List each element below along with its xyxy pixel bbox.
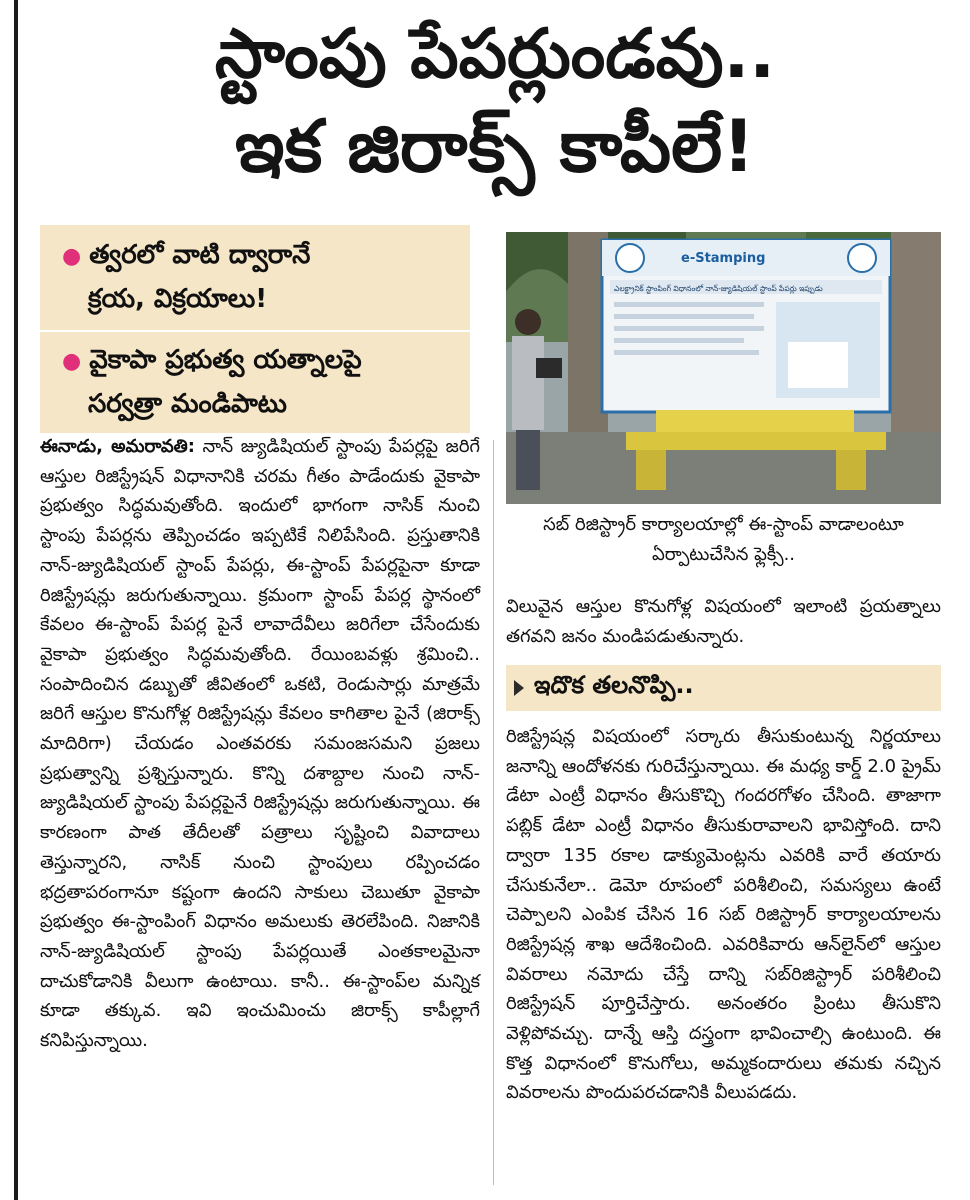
photo-caption: సబ్ రిజిస్ట్రార్ కార్యాలయాల్లో ఈ-స్టాంప్ వాడాలంటూ ఏర్పాటుచేసిన ఫ్లెక్సీ.. — [543, 514, 904, 565]
dateline: ఈనాడు, అమరావతి: — [40, 436, 195, 457]
highlight-line: త్వరలో వాటి ద్వారానే — [89, 240, 311, 270]
bullet-icon: ● — [62, 244, 82, 269]
article-right-column-top: విలువైన ఆస్తుల కొనుగోళ్ల విషయంలో ఇలాంటి ప్రయత్నాలు తగవని జనం మండిపడుతున్నారు. — [506, 596, 941, 647]
news-photo — [506, 232, 941, 504]
divider — [40, 330, 470, 332]
bullet-icon: ● — [62, 349, 82, 374]
headline-line-2: ఇక జిరాక్స్ కాపీలే! — [234, 103, 755, 188]
article-body: నాన్ జ్యుడిషియల్ స్టాంపు పేపర్లపై జరిగే ఆస్తుల రిజిస్ట్రేషన్ విధానానికి చరమ గీతం పాడేందుకు వైకాపా ప్రభుత్వం సిద్ధమవుతోంది. ఇందులో భాగంగా నాసిక్ నుంచి స్టాంపు పేపర్లను తెప్పించడం ఇప్పటికే నిలిపేసింది. ప్రస్తుతానికి నాన్-జ్యుడిషియల్ స్టాంప్ పేపర్లు, ఈ-స్టాంప్ పేపర్లపైనా కూడా రిజిస్ట్రేషన్లు జరుగుతున్నాయి. క్రమంగా స్టాంప్ పేపర్ల స్థానంలో కేవలం ఈ-స్టాంప్ పేపర్ల పైనే లావాదేవీలు జరిగేలా చేసేందుకు వైకాపా ప్రభుత్వం సిద్ధమవుతోంది. రేయింబవళ్లు శ్రమించి.. సంపాదించిన డబ్బుతో జీవితంలో ఒకటి, రెండుసార్లు మాత్రమే జరిగే ఆస్తుల కొనుగోళ్ల రిజిస్ట్రేషన్లు కేవలం కాగితాల పైనే (జిరాక్స్ మాదిరిగా) చేయడం ఎంతవరకు సమంజసమని ప్రజలు ప్రభుత్వాన్ని ప్రశ్నిస్తున్నారు. కొన్ని దశాబ్దాల నుంచి నాన్-జ్యుడిషియల్ స్టాంపు పేపర్లపైనే రిజిస్ట్రేషన్లు జరుగుతున్నాయి. ఈ కారణంగా పాత తేదీలతో పత్రాలు సృష్టించి వివాదాలు తెస్తున్నారని, నాసిక్ నుంచి స్టాంపులు రప్పించడం భద్రతాపరంగానూ కష్టంగా ఉందని సాకులు చెబుతూ వైకాపా ప్రభుత్వం ఈ-స్టాంపింగ్ విధానం అమలుకు తెరలేపింది. నిజానికి నాన్-జ్యుడిషియల్ స్టాంపు పేపర్లయితే ఎంతకాలమైనా దాచుకోడానికి వీలుగా ఉంటాయి. కానీ.. ఈ-స్టాంప్‌ల మన్నిక కూడా తక్కువ. ఇవి ఇంచుమించు జిరాక్స్ కాపీల్లాగే కనిపిస్తున్నాయి. — [40, 436, 480, 1052]
photo-illustration — [506, 232, 941, 504]
highlight-line: సర్వత్రా మండిపాటు — [88, 389, 287, 420]
headline-line-1: స్టాంపు పేపర్లుండవు.. — [214, 15, 776, 94]
triangle-icon — [514, 680, 524, 696]
subhead-box — [506, 665, 941, 711]
banner-text: ఎలక్ట్రానిక్ స్టాంపింగ్ విధానంలో నాన్-జ్యుడిషియల్ స్టాంప్ పేపర్లు ఇప్పుడు — [614, 284, 823, 293]
page-border — [14, 0, 18, 1200]
column-divider — [493, 440, 494, 1185]
banner-brand: e-Stamping — [681, 251, 766, 266]
highlights-box — [40, 225, 470, 433]
highlight-item — [62, 338, 362, 426]
subhead-title: ఇదొక తలనొప్పి.. — [534, 671, 694, 699]
highlight-item — [62, 233, 310, 321]
headline — [40, 15, 950, 188]
highlight-line: క్రయ, విక్రయాలు! — [88, 284, 268, 315]
highlight-line: వైకాపా ప్రభుత్వ యత్నాలపై — [89, 345, 362, 375]
article-right-column-bottom: రిజిస్ట్రేషన్ల విషయంలో సర్కారు తీసుకుంటున్న నిర్ణయాలు జనాన్ని ఆందోళనకు గురిచేస్తున్నాయి. ఈ మధ్య కార్డ్ 2.0 ప్రైమ్ డేటా ఎంట్రీ విధానం తీసుకొచ్చి గందరగోళం చేసింది. తాజాగా పబ్లిక్ డేటా ఎంట్రీ విధానం తీసుకురావాలని భావిస్తోంది. దాని ద్వారా 135 రకాల డాక్యుమెంట్లను ఎవరికి వారే తయారు చేసుకునేలా.. డెమో రూపంలో పరిశీలించి, సమస్యలు ఉంటే చెప్పాలని ఎంపిక చేసిన 16 సబ్ రిజిస్ట్రార్ కార్యాలయాలను రిజిస్ట్రేషన్ల శాఖ ఆదేశించింది. ఎవరికివారు ఆన్‌లైన్‌లో ఆస్తుల వివరాలు నమోదు చేస్తే దాన్ని సబ్‌రిజిస్ట్రార్ పరిశీలించి రిజిస్ట్రేషన్ పూర్తిచేస్తారు. అనంతరం ప్రింటు తీసుకొని వెళ్లిపోవచ్చు. దాన్నే ఆస్తి దస్త్రంగా భావించాల్సి ఉంటుంది. ఈ కొత్త విధానంలో కొనుగోలు, అమ్మకందారులు తమకు నచ్చిన వివరాలను పొందుపరచడానికి వీలుపడదు. — [506, 726, 941, 1104]
article-left-column — [40, 432, 480, 1056]
